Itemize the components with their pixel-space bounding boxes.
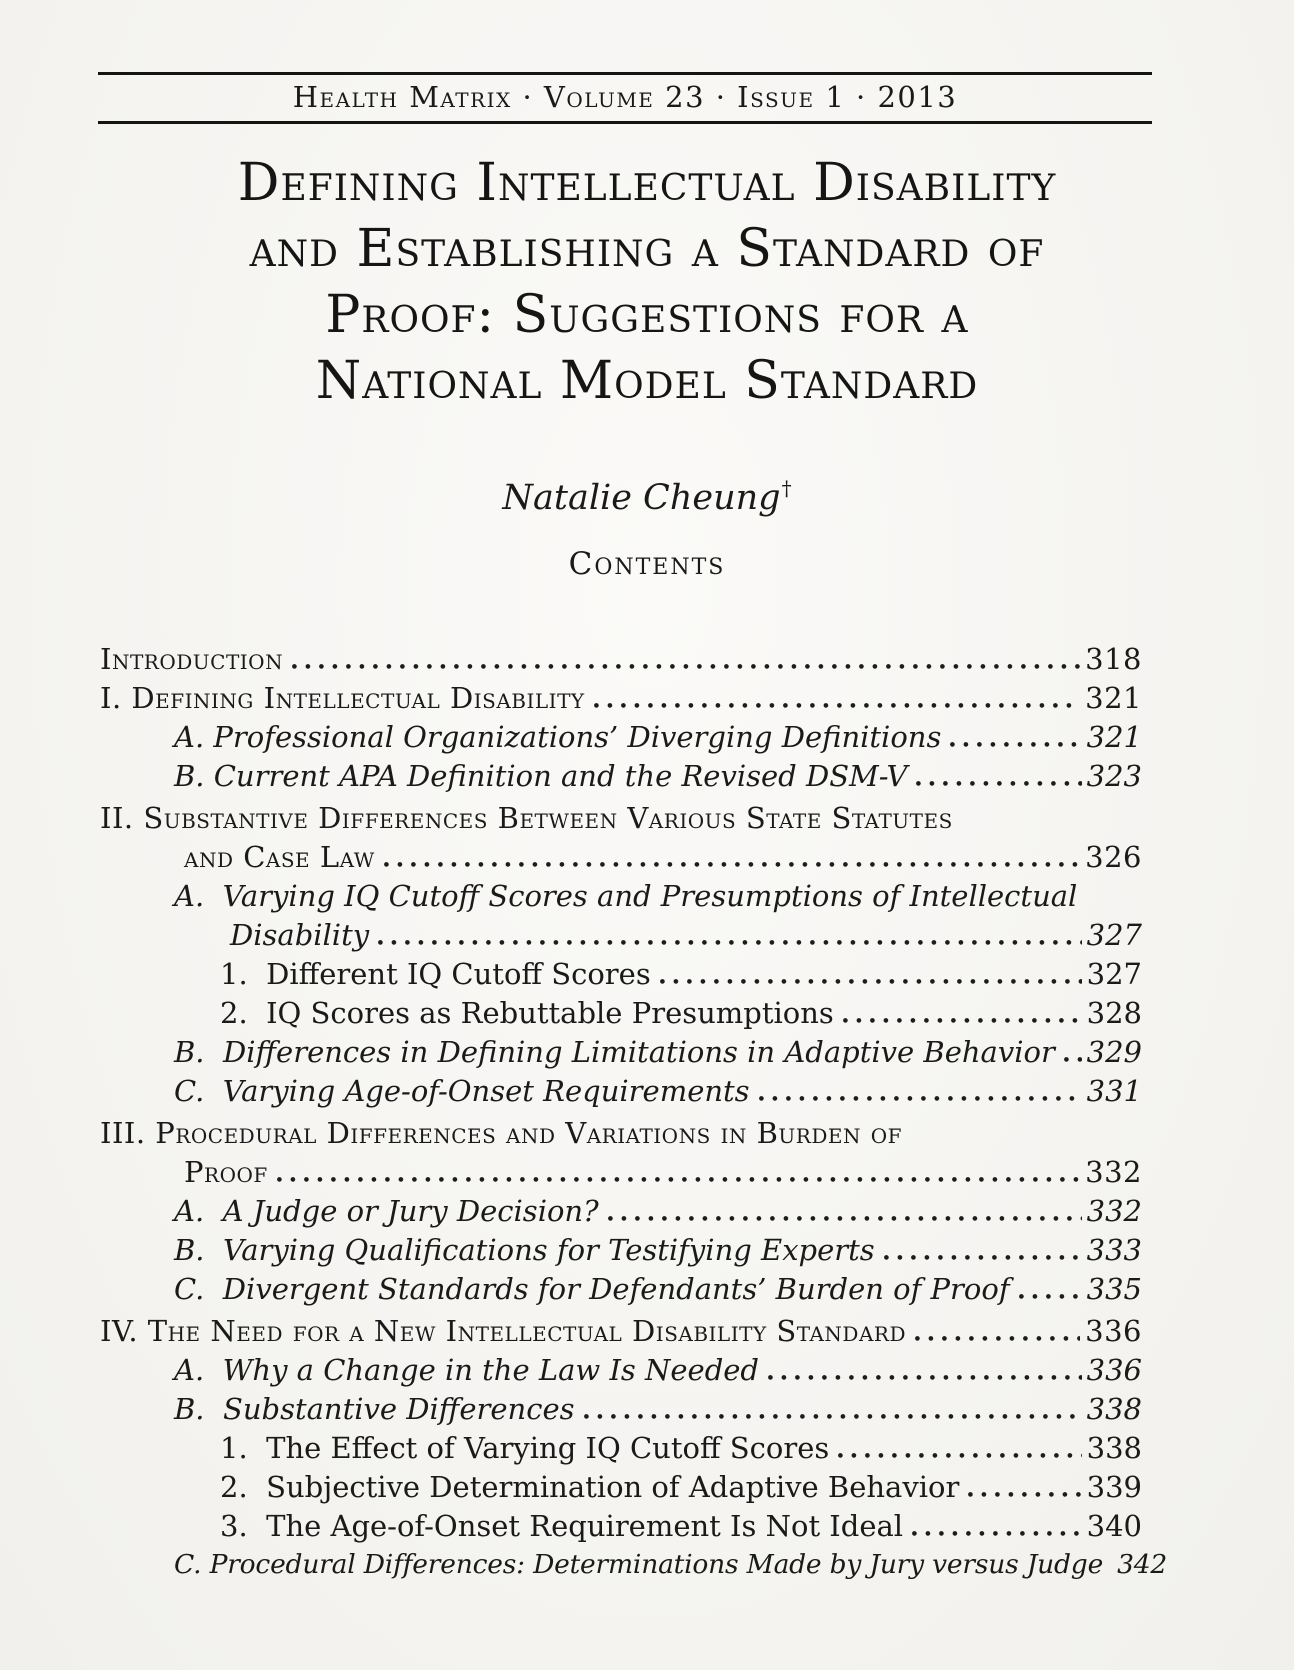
- toc-page-number: 321: [1085, 681, 1142, 715]
- dot-leader: [838, 1453, 1081, 1458]
- toc-row-2a-1: [100, 957, 1142, 991]
- article-title-line-4: National Model Standard: [315, 351, 979, 411]
- dot-leader: [292, 664, 1080, 669]
- toc-page-number: 329: [1086, 1035, 1142, 1069]
- dot-leader: [608, 1216, 1082, 1221]
- toc-text: A. Professional Organizations’ Diverging Definitions: [174, 720, 942, 754]
- toc-row-2a-line-1: [100, 879, 1142, 913]
- toc-row-section-3-line-1: [100, 1116, 1142, 1150]
- toc-text: III. Procedural Differences and Variations in Burden of: [100, 1116, 902, 1150]
- dot-leader: [950, 742, 1081, 747]
- journal-masthead-text: Health Matrix · Volume 23 · Issue 1 · 2013: [292, 80, 958, 114]
- toc-row-4b-2: [100, 1470, 1142, 1504]
- toc-page-number: 328: [1086, 996, 1142, 1030]
- author-name: Natalie Cheung: [502, 478, 781, 518]
- table-of-contents: [100, 642, 1168, 1587]
- toc-row-1a: [100, 720, 1142, 754]
- toc-row-3b: [100, 1233, 1142, 1267]
- toc-text: A. Why a Change in the Law Is Needed: [174, 1353, 759, 1387]
- toc-text: B. Substantive Differences: [174, 1392, 575, 1426]
- dot-leader: [1064, 1057, 1082, 1062]
- toc-row-section-4: [100, 1314, 1142, 1348]
- toc-row-section-2-line-2: [100, 840, 1142, 874]
- toc-page-number: 339: [1086, 1470, 1142, 1504]
- toc-page-number: 326: [1085, 840, 1142, 874]
- toc-row-1b: [100, 759, 1142, 793]
- dot-leader: [759, 1096, 1082, 1101]
- toc-text: 3. The Age-of-Onset Requirement Is Not Ideal: [220, 1509, 904, 1543]
- toc-text: IV. The Need for a New Intellectual Disability Standard: [100, 1314, 907, 1348]
- article-title-line-1: Defining Intellectual Disability: [237, 153, 1057, 213]
- toc-page-number: 333: [1086, 1233, 1142, 1267]
- toc-page-number: 340: [1086, 1509, 1142, 1543]
- toc-page-number: 327: [1086, 957, 1142, 991]
- toc-text: 1. The Effect of Varying IQ Cutoff Scores: [220, 1431, 830, 1465]
- dot-leader: [277, 1177, 1080, 1182]
- toc-row-4b: [100, 1392, 1142, 1426]
- dot-leader: [584, 1414, 1082, 1419]
- toc-row-4b-1: [100, 1431, 1142, 1465]
- toc-row-4a: [100, 1353, 1142, 1387]
- toc-text: B. Differences in Defining Limitations in Adaptive Behavior: [174, 1035, 1055, 1069]
- toc-text: 2. IQ Scores as Rebuttable Presumptions: [220, 996, 834, 1030]
- toc-page-number: 336: [1086, 1353, 1142, 1387]
- dot-leader: [594, 703, 1081, 708]
- dot-leader: [915, 1336, 1080, 1341]
- toc-page-number: 318: [1085, 642, 1142, 676]
- toc-row-introduction: [100, 642, 1142, 676]
- toc-page-number: 321: [1086, 720, 1142, 754]
- toc-page-number: 335: [1086, 1272, 1142, 1306]
- dot-leader: [660, 979, 1082, 984]
- toc-page-number: 336: [1085, 1314, 1142, 1348]
- toc-row-section-3-line-2: [100, 1155, 1142, 1189]
- toc-text: I. Defining Intellectual Disability: [100, 681, 585, 715]
- dot-leader: [843, 1018, 1082, 1023]
- article-title: [60, 150, 1234, 414]
- toc-text: C. Varying Age-of-Onset Requirements: [174, 1074, 750, 1108]
- toc-row-section-2-line-1: [100, 801, 1142, 835]
- journal-masthead: [98, 72, 1152, 124]
- dot-leader: [768, 1375, 1082, 1380]
- toc-row-4b-3: [100, 1509, 1142, 1543]
- toc-text: Introduction: [100, 642, 284, 676]
- toc-text: 2. Subjective Determination of Adaptive Behavior: [220, 1470, 960, 1504]
- toc-text: A. Varying IQ Cutoff Scores and Presumptions of Intellectual: [174, 879, 1078, 913]
- dot-leader: [916, 781, 1081, 786]
- toc-page-number: 332: [1085, 1155, 1142, 1189]
- toc-text: A. A Judge or Jury Decision?: [174, 1194, 599, 1228]
- toc-text: B. Varying Qualifications for Testifying Experts: [174, 1233, 875, 1267]
- toc-page-number: 323: [1086, 759, 1142, 793]
- toc-text: II. Substantive Differences Between Various State Statutes: [100, 801, 953, 835]
- dot-leader: [1019, 1294, 1082, 1299]
- toc-page-number: 331: [1086, 1074, 1142, 1108]
- toc-row-2b: [100, 1035, 1142, 1069]
- toc-text: 1. Different IQ Cutoff Scores: [220, 957, 651, 991]
- toc-row-3c: [100, 1272, 1142, 1306]
- toc-row-4c: [100, 1548, 1168, 1582]
- toc-text: Disability: [230, 918, 370, 952]
- toc-page-number: 327: [1086, 918, 1142, 952]
- dot-leader: [968, 1492, 1081, 1497]
- toc-text: and Case Law: [184, 840, 375, 874]
- toc-row-3a: [100, 1194, 1142, 1228]
- contents-heading: Contents: [568, 546, 726, 582]
- toc-text: B. Current APA Definition and the Revised DSM-V: [174, 759, 908, 793]
- article-title-line-3: Proof: Suggestions for a: [325, 285, 969, 345]
- toc-text: C. Divergent Standards for Defendants’ Burden of Proof: [174, 1272, 1010, 1306]
- toc-text: C. Procedural Differences: Determinations Made by Jury versus Judge: [174, 1549, 1104, 1580]
- toc-row-2a-line-2: [100, 918, 1142, 952]
- toc-page-number: 342: [1117, 1549, 1168, 1580]
- dot-leader: [378, 940, 1082, 945]
- article-title-line-2: and Establishing a Standard of: [249, 219, 1045, 279]
- dot-leader: [384, 862, 1080, 867]
- toc-page-number: 338: [1086, 1431, 1142, 1465]
- toc-row-section-1: [100, 681, 1142, 715]
- toc-text: Proof: [184, 1155, 268, 1189]
- toc-page-number: 332: [1086, 1194, 1142, 1228]
- dot-leader: [912, 1531, 1082, 1536]
- dot-leader: [884, 1255, 1082, 1260]
- author-line: [0, 468, 1294, 518]
- toc-row-2a-2: [100, 996, 1142, 1030]
- toc-row-2c: [100, 1074, 1142, 1108]
- toc-page-number: 338: [1086, 1392, 1142, 1426]
- author-footnote-mark: †: [781, 476, 792, 500]
